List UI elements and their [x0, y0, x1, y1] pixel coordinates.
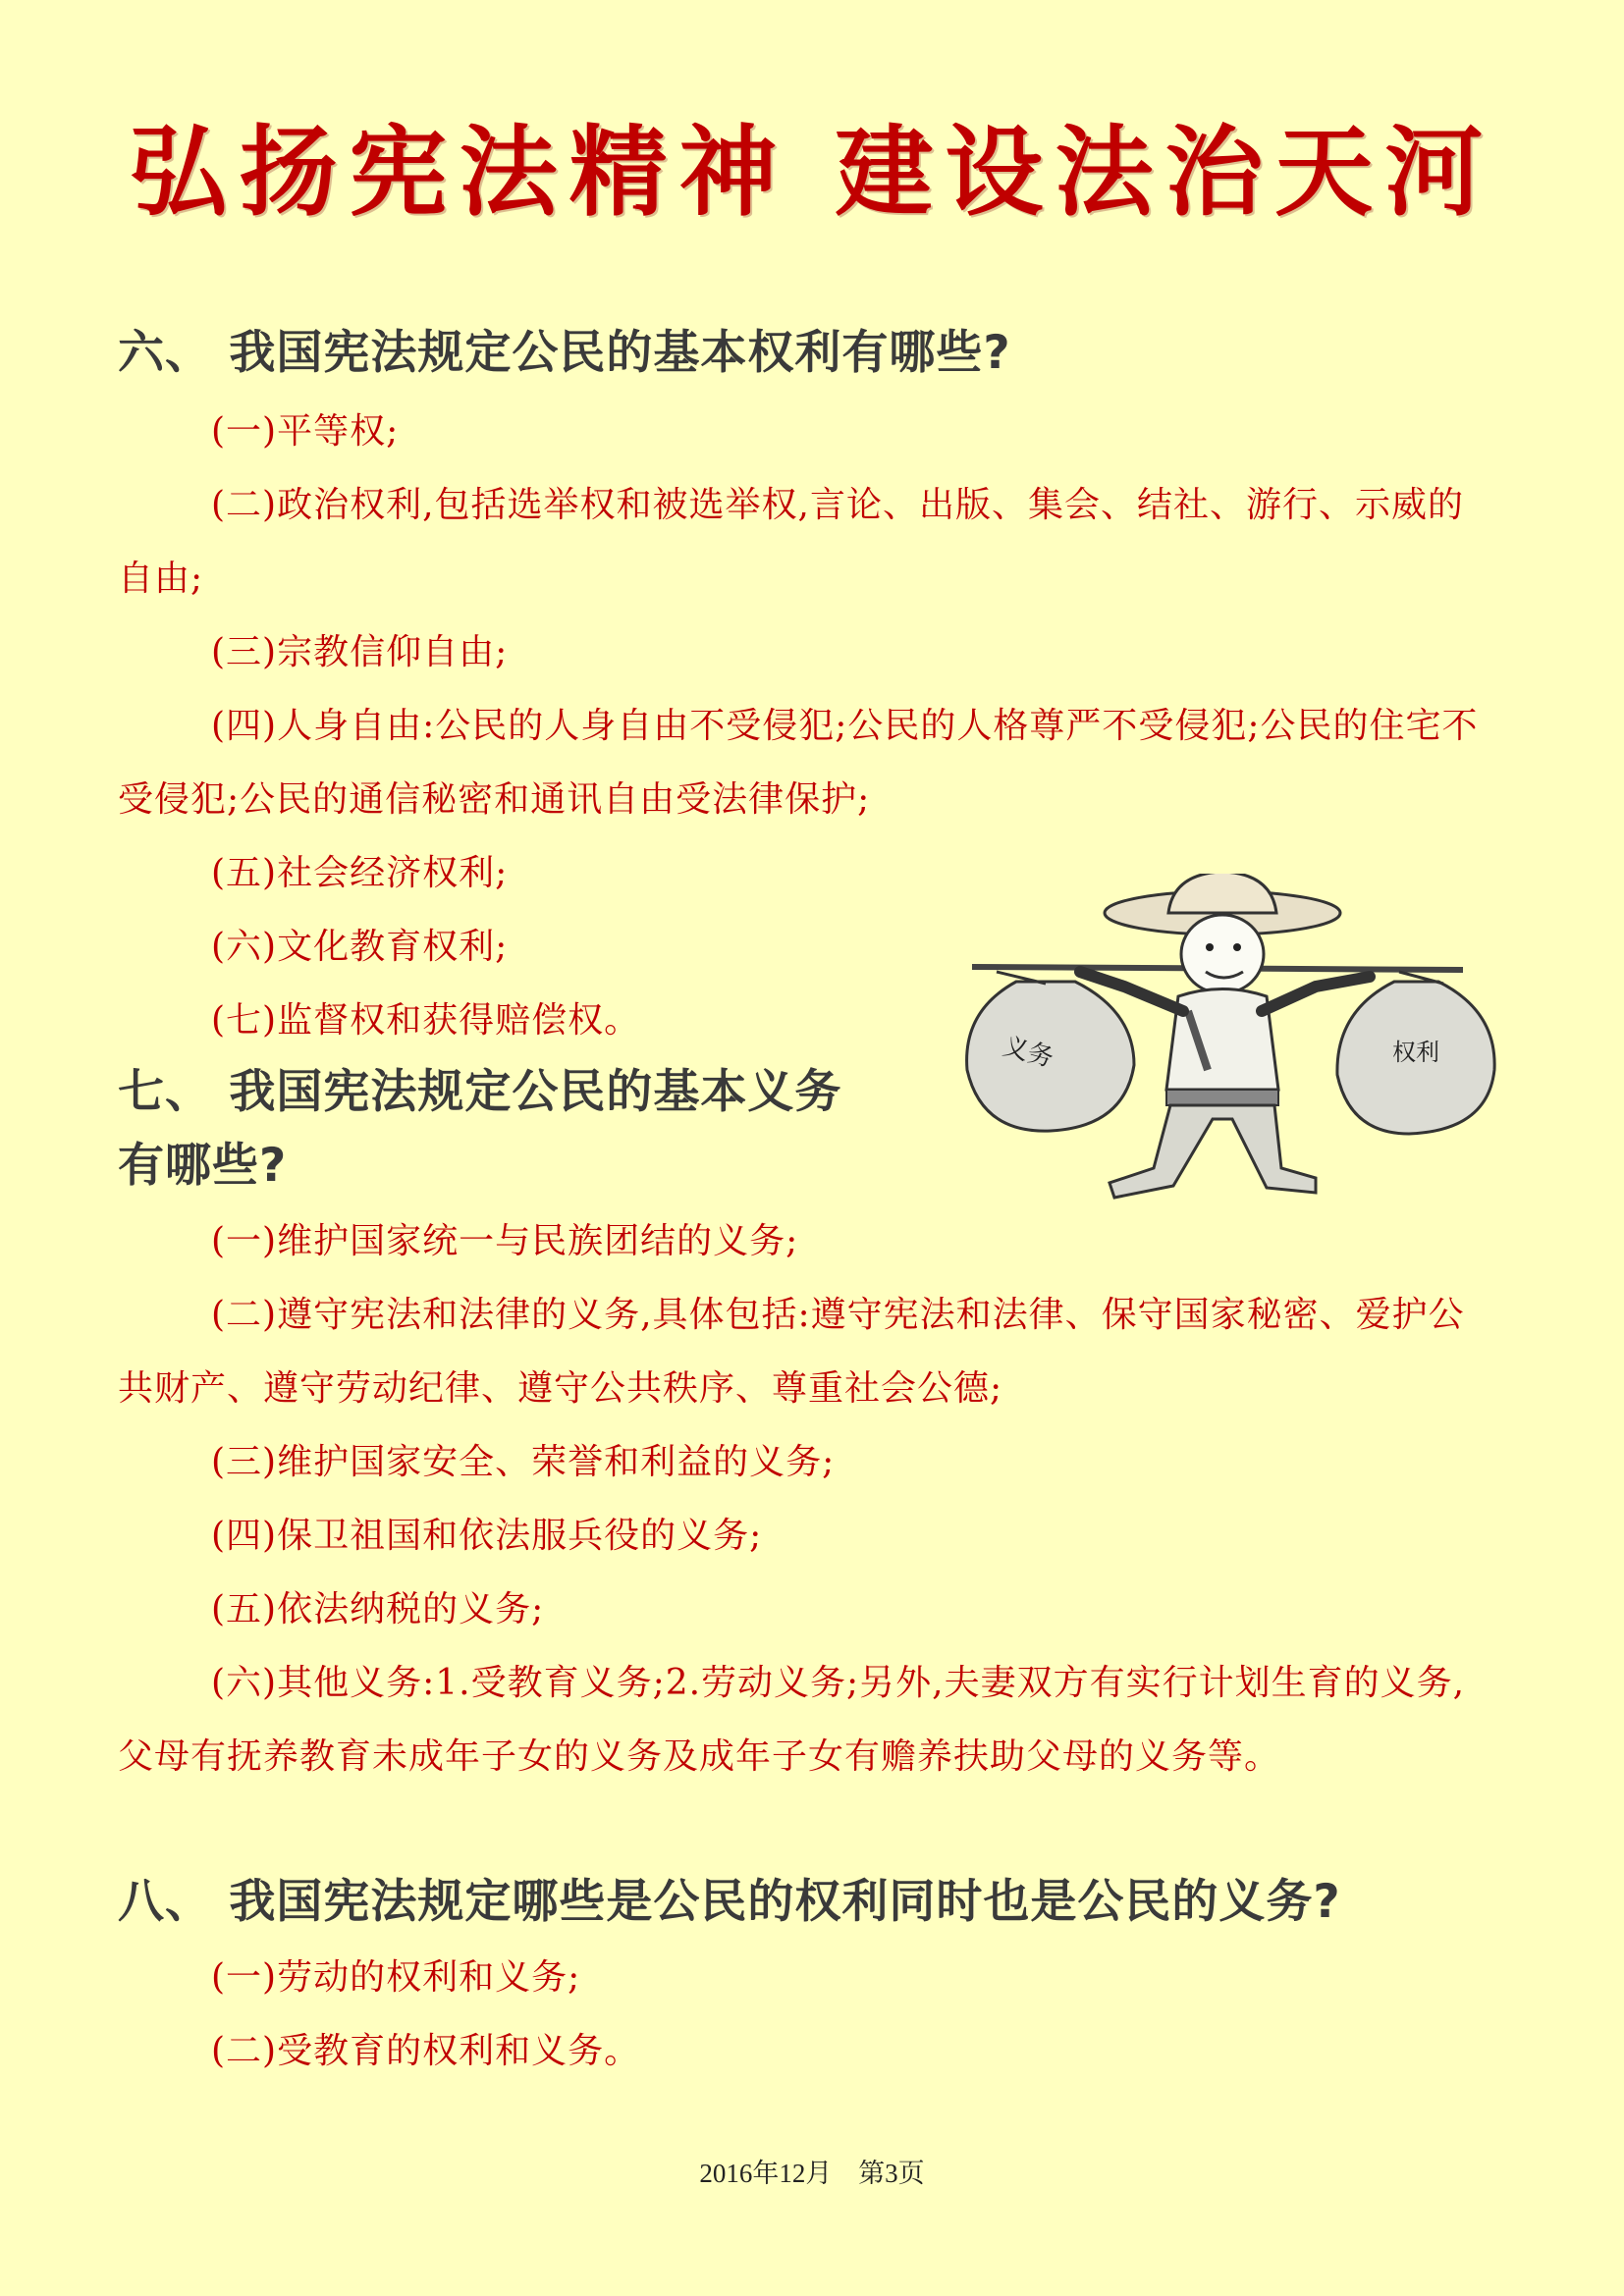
section-6-item-4: (四)人身自由:公民的人身自由不受侵犯;公民的人格尊严不受侵犯;公民的住宅不受侵犯;公民的通信秘密和通讯自由受法律保护; [118, 706, 1479, 820]
section-7-item-3: (三)维护国家安全、荣誉和利益的义务; [211, 1442, 836, 1482]
section-6-item-2: (二)政治权利,包括选举权和被选举权,言论、出版、集会、结社、游行、示威的自由; [118, 485, 1464, 599]
shirt [1166, 989, 1278, 1091]
section-7-item-4: (四)保卫祖国和依法服兵役的义务; [211, 1516, 763, 1556]
footer-date: 2016年12月 [699, 2159, 833, 2188]
section-8-item-2: (二)受教育的权利和义务。 [211, 2031, 641, 2071]
right-bag-label: 权利 [1392, 1039, 1439, 1066]
head [1181, 915, 1264, 993]
section-6-heading: 六、 我国宪法规定公民的基本权利有哪些? [118, 326, 1011, 380]
footer-page-number: 第3页 [858, 2159, 925, 2188]
section-6-item-7: (七)监督权和获得赔偿权。 [211, 1000, 641, 1041]
section-7-heading-line-1: 七、 我国宪法规定公民的基本义务 [118, 1065, 842, 1119]
section-7-item-1: (一)维护国家统一与民族团结的义务; [211, 1221, 799, 1261]
section-7-item-5: (五)依法纳税的义务; [211, 1589, 545, 1629]
page-footer [0, 2152, 1624, 2190]
section-6-item-5: (五)社会经济权利; [211, 853, 509, 893]
section-7-item-2: (二)遵守宪法和法律的义务,具体包括:遵守宪法和法律、保守国家秘密、爱护公共财产、遵守劳动纪律、遵守公共秩序、尊重社会公德; [118, 1295, 1465, 1409]
section-6-item-6: (六)文化教育权利; [211, 927, 509, 967]
section-8-item-1: (一)劳动的权利和义务; [211, 1957, 581, 1998]
section-6-item-1: (一)平等权; [211, 411, 400, 452]
straw-hat-crown [1168, 874, 1276, 913]
section-6-item-3: (三)宗教信仰自由; [211, 632, 509, 672]
section-7-item-6: (六)其他义务:1.受教育义务;2.劳动义务;另外,夫妻双方有实行计划生育的义务,父母有抚养教育未成年子女的义务及成年子女有赡养扶助父母的义务等。 [118, 1663, 1466, 1777]
section-8-heading: 八、 我国宪法规定哪些是公民的权利同时也是公民的义务? [118, 1875, 1341, 1929]
page-banner-title: 弘扬宪法精神 建设法治天河 [129, 114, 1495, 230]
trousers [1110, 1105, 1316, 1198]
illustration-man-carrying-bags [913, 874, 1512, 1227]
section-7-heading-line-2: 有哪些? [118, 1139, 288, 1193]
left-bag-label: 义务 [1000, 1032, 1057, 1074]
